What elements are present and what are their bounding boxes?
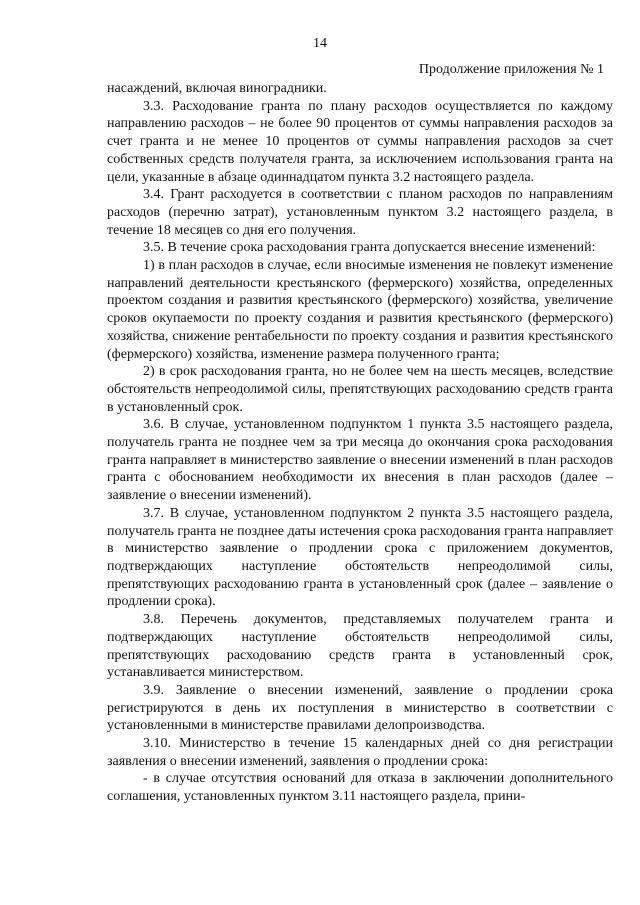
- appendix-continuation-note: Продолжение приложения № 1: [418, 62, 604, 77]
- paragraph-3-8: 3.8. Перечень документов, представляемых получателем гранта и подтверждающих наступление обстоятельств непреодолимой силы, препятствующих расходованию средств гранта в установленный срок, устанавливается министерством.: [107, 612, 613, 681]
- paragraph-continued: насаждений, включая виноградники.: [107, 81, 327, 96]
- paragraph-3-10-bullet: - в случае отсутствия оснований для отказа в заключении дополнительного соглашения, установленных пунктом 3.11 настоящего раздела, прини-: [107, 771, 613, 805]
- paragraph-3-4: 3.4. Грант расходуется в соответствии с планом расходов по направлениям расходов (перечню затрат), установленным пунктом 3.2 настоящего раздела, в течение 18 месяцев со дня его получения.: [107, 187, 613, 238]
- paragraph-3-7: 3.7. В случае, установленном подпунктом 2 пункта 3.5 настоящего раздела, получатель гранта не позднее даты истечения срока расходования гранта направляет в министерство заявление о продлении срока с приложением документов, подтверждающих наступление обстоятельств непреодолимой силы, препятствующих расходованию гранта в установленный срок (далее – заявление о продлении срока).: [107, 505, 613, 610]
- document-body: [107, 80, 613, 806]
- page-number: 14: [313, 36, 327, 51]
- paragraph-3-6: 3.6. В случае, установленном подпунктом 1 пункта 3.5 настоящего раздела, получатель гранта не позднее чем за три месяца до окончания срока расходования гранта направляет в министерство заявление о внесении изменений в план расходов гранта с обоснованием необходимости их внесения в план расходов (далее – заявление о внесении изменений).: [107, 417, 613, 504]
- paragraph-3-3: 3.3. Расходование гранта по плану расходов осуществляется по каждому направлению расходов – не более 90 процентов от суммы направления расходов за счет гранта и не менее 10 процентов от суммы направления расходов за счет собственных средств получателя гранта, за исключением использования гранта на цели, указанные в абзаце одиннадцатом пункта 3.2 настоящего раздела.: [107, 98, 613, 185]
- paragraph-3-5: 3.5. В течение срока расходования гранта допускается внесение изменений:: [143, 240, 596, 256]
- paragraph-3-9: 3.9. Заявление о внесении изменений, заявление о продлении срока регистрируются в день их поступления в министерство в соответствии с установленными в министерстве правилами делопроизводства.: [107, 682, 613, 734]
- paragraph-3-5-item-1: 1) в план расходов в случае, если вносимые изменения не повлекут изменение направлений деятельности крестьянского (фермерского) хозяйства, определенных проектом создания и развития крестьянского (фермерского) хозяйства, увеличение сроков окупаемости по проекту создания и развития крестьянского (фермерского) хозяйства, снижение рентабельности по проекту создания и развития крестьянского (фермерского) хозяйства, изменение размера полученного гранта;: [107, 258, 613, 362]
- paragraph-3-5-item-2: 2) в срок расходования гранта, но не более чем на шесть месяцев, вследствие обстоятельств непреодолимой силы, препятствующих расходованию средств гранта в установленный срок.: [107, 364, 613, 415]
- paragraph-3-10: 3.10. Министерство в течение 15 календарных дней со дня регистрации заявления о внесении изменений, заявления о продлении срока:: [107, 736, 613, 769]
